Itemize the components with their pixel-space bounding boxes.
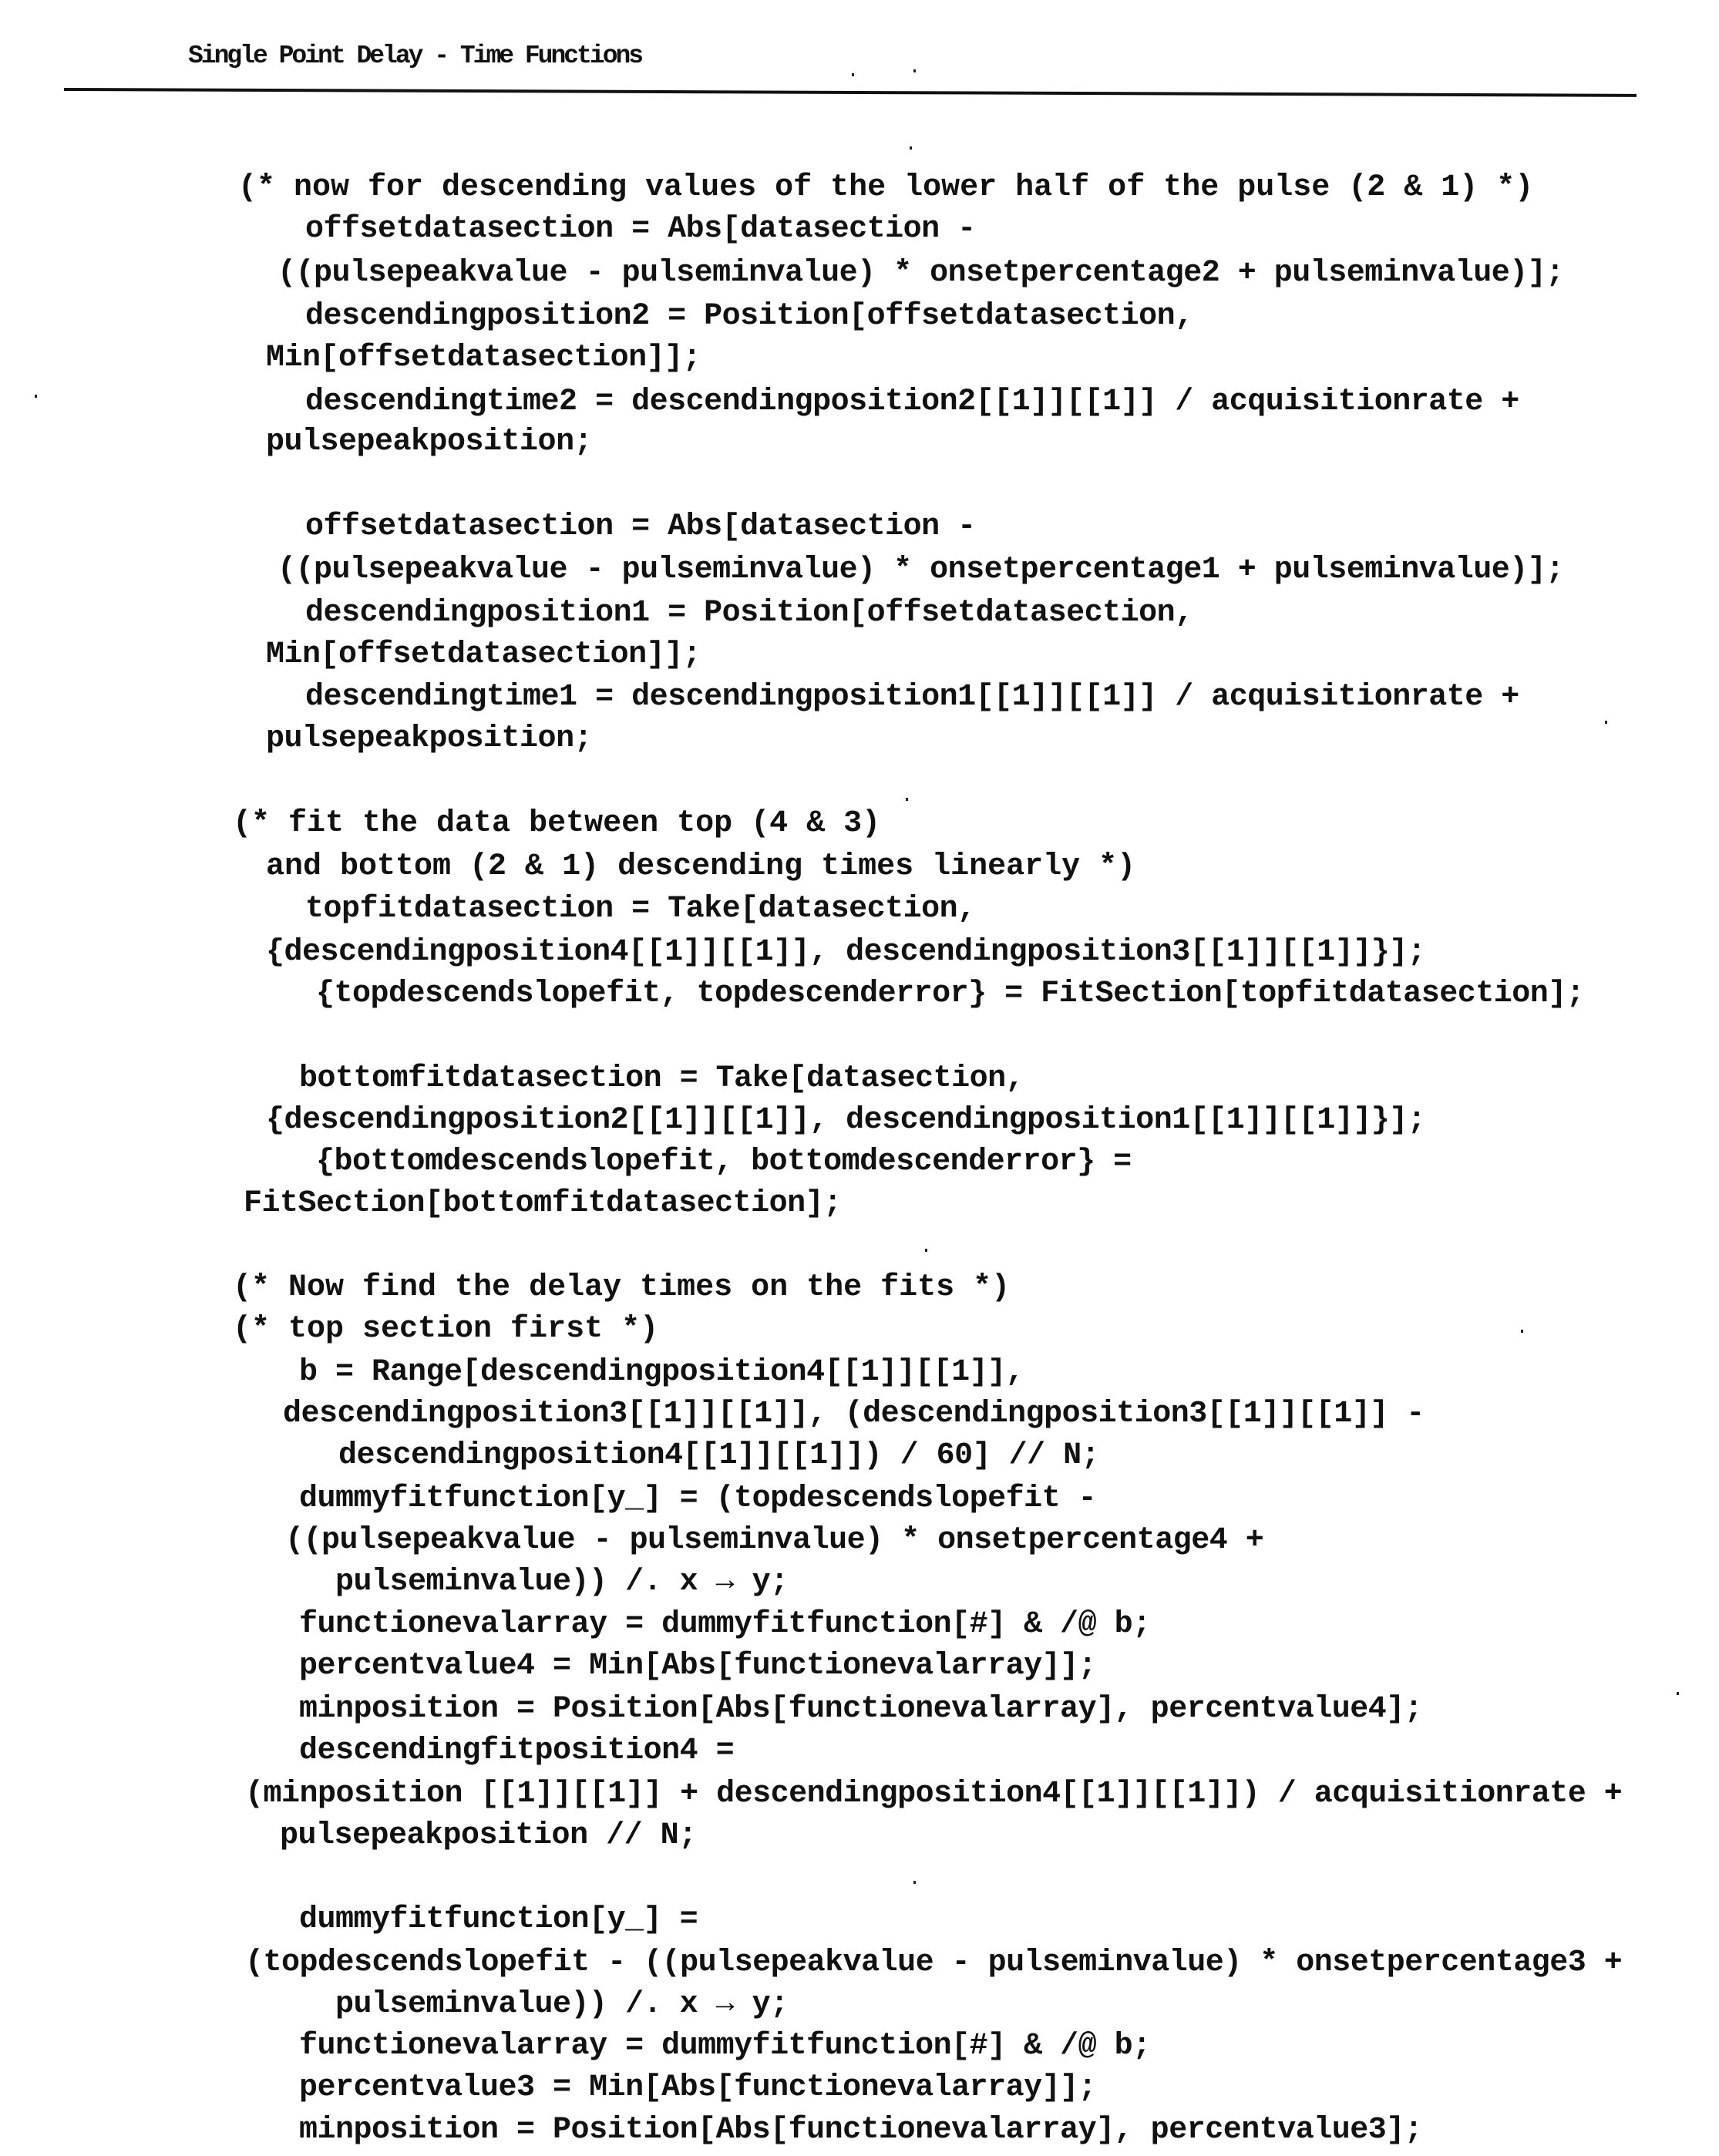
code-line: functionevalarray = dummyfitfunction[#] & /@ b; [299, 2029, 1151, 2064]
scan-speck [1521, 1330, 1523, 1333]
code-line: (minposition [[1]][[1]] + descendingposition4[[1]][[1]]) / acquisitionrate + [245, 1777, 1623, 1811]
code-line: dummyfitfunction[y_] = [299, 1902, 698, 1937]
header-divider [64, 88, 1637, 97]
scan-speck [913, 1881, 916, 1884]
code-line: minposition = Position[Abs[functionevalarray], percentvalue4]; [299, 1692, 1423, 1727]
scan-speck [925, 1249, 927, 1252]
code-line: pulseminvalue)) /. x → y; [335, 1987, 789, 2022]
code-line: ((pulsepeakvalue - pulseminvalue) * onsetpercentage2 + pulseminvalue)]; [278, 256, 1564, 291]
code-line: {descendingposition4[[1]][[1]], descendingposition3[[1]][[1]]}]; [266, 935, 1426, 970]
code-line: descendingfitposition4 = [299, 1734, 735, 1768]
code-line: descendingposition1 = Position[offsetdatasection, [305, 596, 1193, 631]
code-line: pulsepeakposition // N; [280, 1818, 697, 1853]
scan-speck [910, 146, 912, 150]
code-line: {topdescendslopefit, topdescenderror} = FitSection[topfitdatasection]; [316, 977, 1585, 1011]
code-comment-line: (* top section first *) [233, 1312, 659, 1347]
code-line: dummyfitfunction[y_] = (topdescendslopefit - [299, 1482, 1097, 1516]
scan-speck [1605, 721, 1607, 724]
code-comment-line: (* Now find the delay times on the fits *) [233, 1270, 1011, 1305]
scan-speck [906, 798, 908, 801]
code-line: offsetdatasection = Abs[datasection - [305, 510, 976, 544]
code-line: {descendingposition2[[1]][[1]], descendingposition1[[1]][[1]]}]; [266, 1103, 1426, 1138]
code-line: descendingposition2 = Position[offsetdatasection, [305, 299, 1193, 334]
code-line: functionevalarray = dummyfitfunction[#] & /@ b; [299, 1607, 1151, 1642]
code-line: pulsepeakposition; [266, 425, 593, 459]
code-line: ((pulsepeakvalue - pulseminvalue) * onsetpercentage1 + pulseminvalue)]; [278, 553, 1564, 587]
code-line: topfitdatasection = Take[datasection, [305, 892, 976, 927]
scan-speck [913, 69, 916, 72]
code-line: b = Range[descendingposition4[[1]][[1]], [299, 1355, 1024, 1390]
code-line: {bottomdescendslopefit, bottomdescenderror} = [316, 1145, 1132, 1179]
scan-speck [852, 73, 854, 76]
scan-speck [1677, 1692, 1679, 1695]
code-comment-line: (* fit the data between top (4 & 3) [233, 806, 881, 841]
code-line: descendingtime2 = descendingposition2[[1]][[1]] / acquisitionrate + [305, 385, 1519, 419]
code-line: descendingtime1 = descendingposition1[[1]][[1]] / acquisitionrate + [305, 680, 1519, 715]
code-line: ((pulsepeakvalue - pulseminvalue) * onsetpercentage4 + [285, 1523, 1264, 1558]
code-line: bottomfitdatasection = Take[datasection, [299, 1061, 1024, 1096]
code-line: pulseminvalue)) /. x → y; [335, 1565, 789, 1599]
scan-speck [35, 395, 37, 398]
code-line: offsetdatasection = Abs[datasection - [305, 212, 976, 247]
code-line: percentvalue4 = Min[Abs[functionevalarray]]; [299, 1649, 1097, 1683]
code-line: percentvalue3 = Min[Abs[functionevalarray]]; [299, 2070, 1097, 2105]
code-line: (topdescendslopefit - ((pulsepeakvalue - pulseminvalue) * onsetpercentage3 + [245, 1946, 1623, 1980]
code-line: minposition = Position[Abs[functionevalarray], percentvalue3]; [299, 2113, 1423, 2148]
code-line: Min[offsetdatasection]]; [266, 637, 701, 672]
code-line: pulsepeakposition; [266, 721, 593, 756]
page-title: Single Point Delay - Time Functions [188, 42, 642, 70]
code-line: descendingposition4[[1]][[1]]) / 60] // N; [338, 1438, 1100, 1473]
code-comment-line: and bottom (2 & 1) descending times linearly *) [266, 849, 1136, 884]
code-comment-line: (* now for descending values of the lower half of the pulse (2 & 1) *) [238, 170, 1534, 205]
code-line: descendingposition3[[1]][[1]], (descendingposition3[[1]][[1]] - [283, 1397, 1425, 1431]
code-line: FitSection[bottomfitdatasection]; [244, 1186, 842, 1221]
code-line: Min[offsetdatasection]]; [266, 341, 701, 375]
